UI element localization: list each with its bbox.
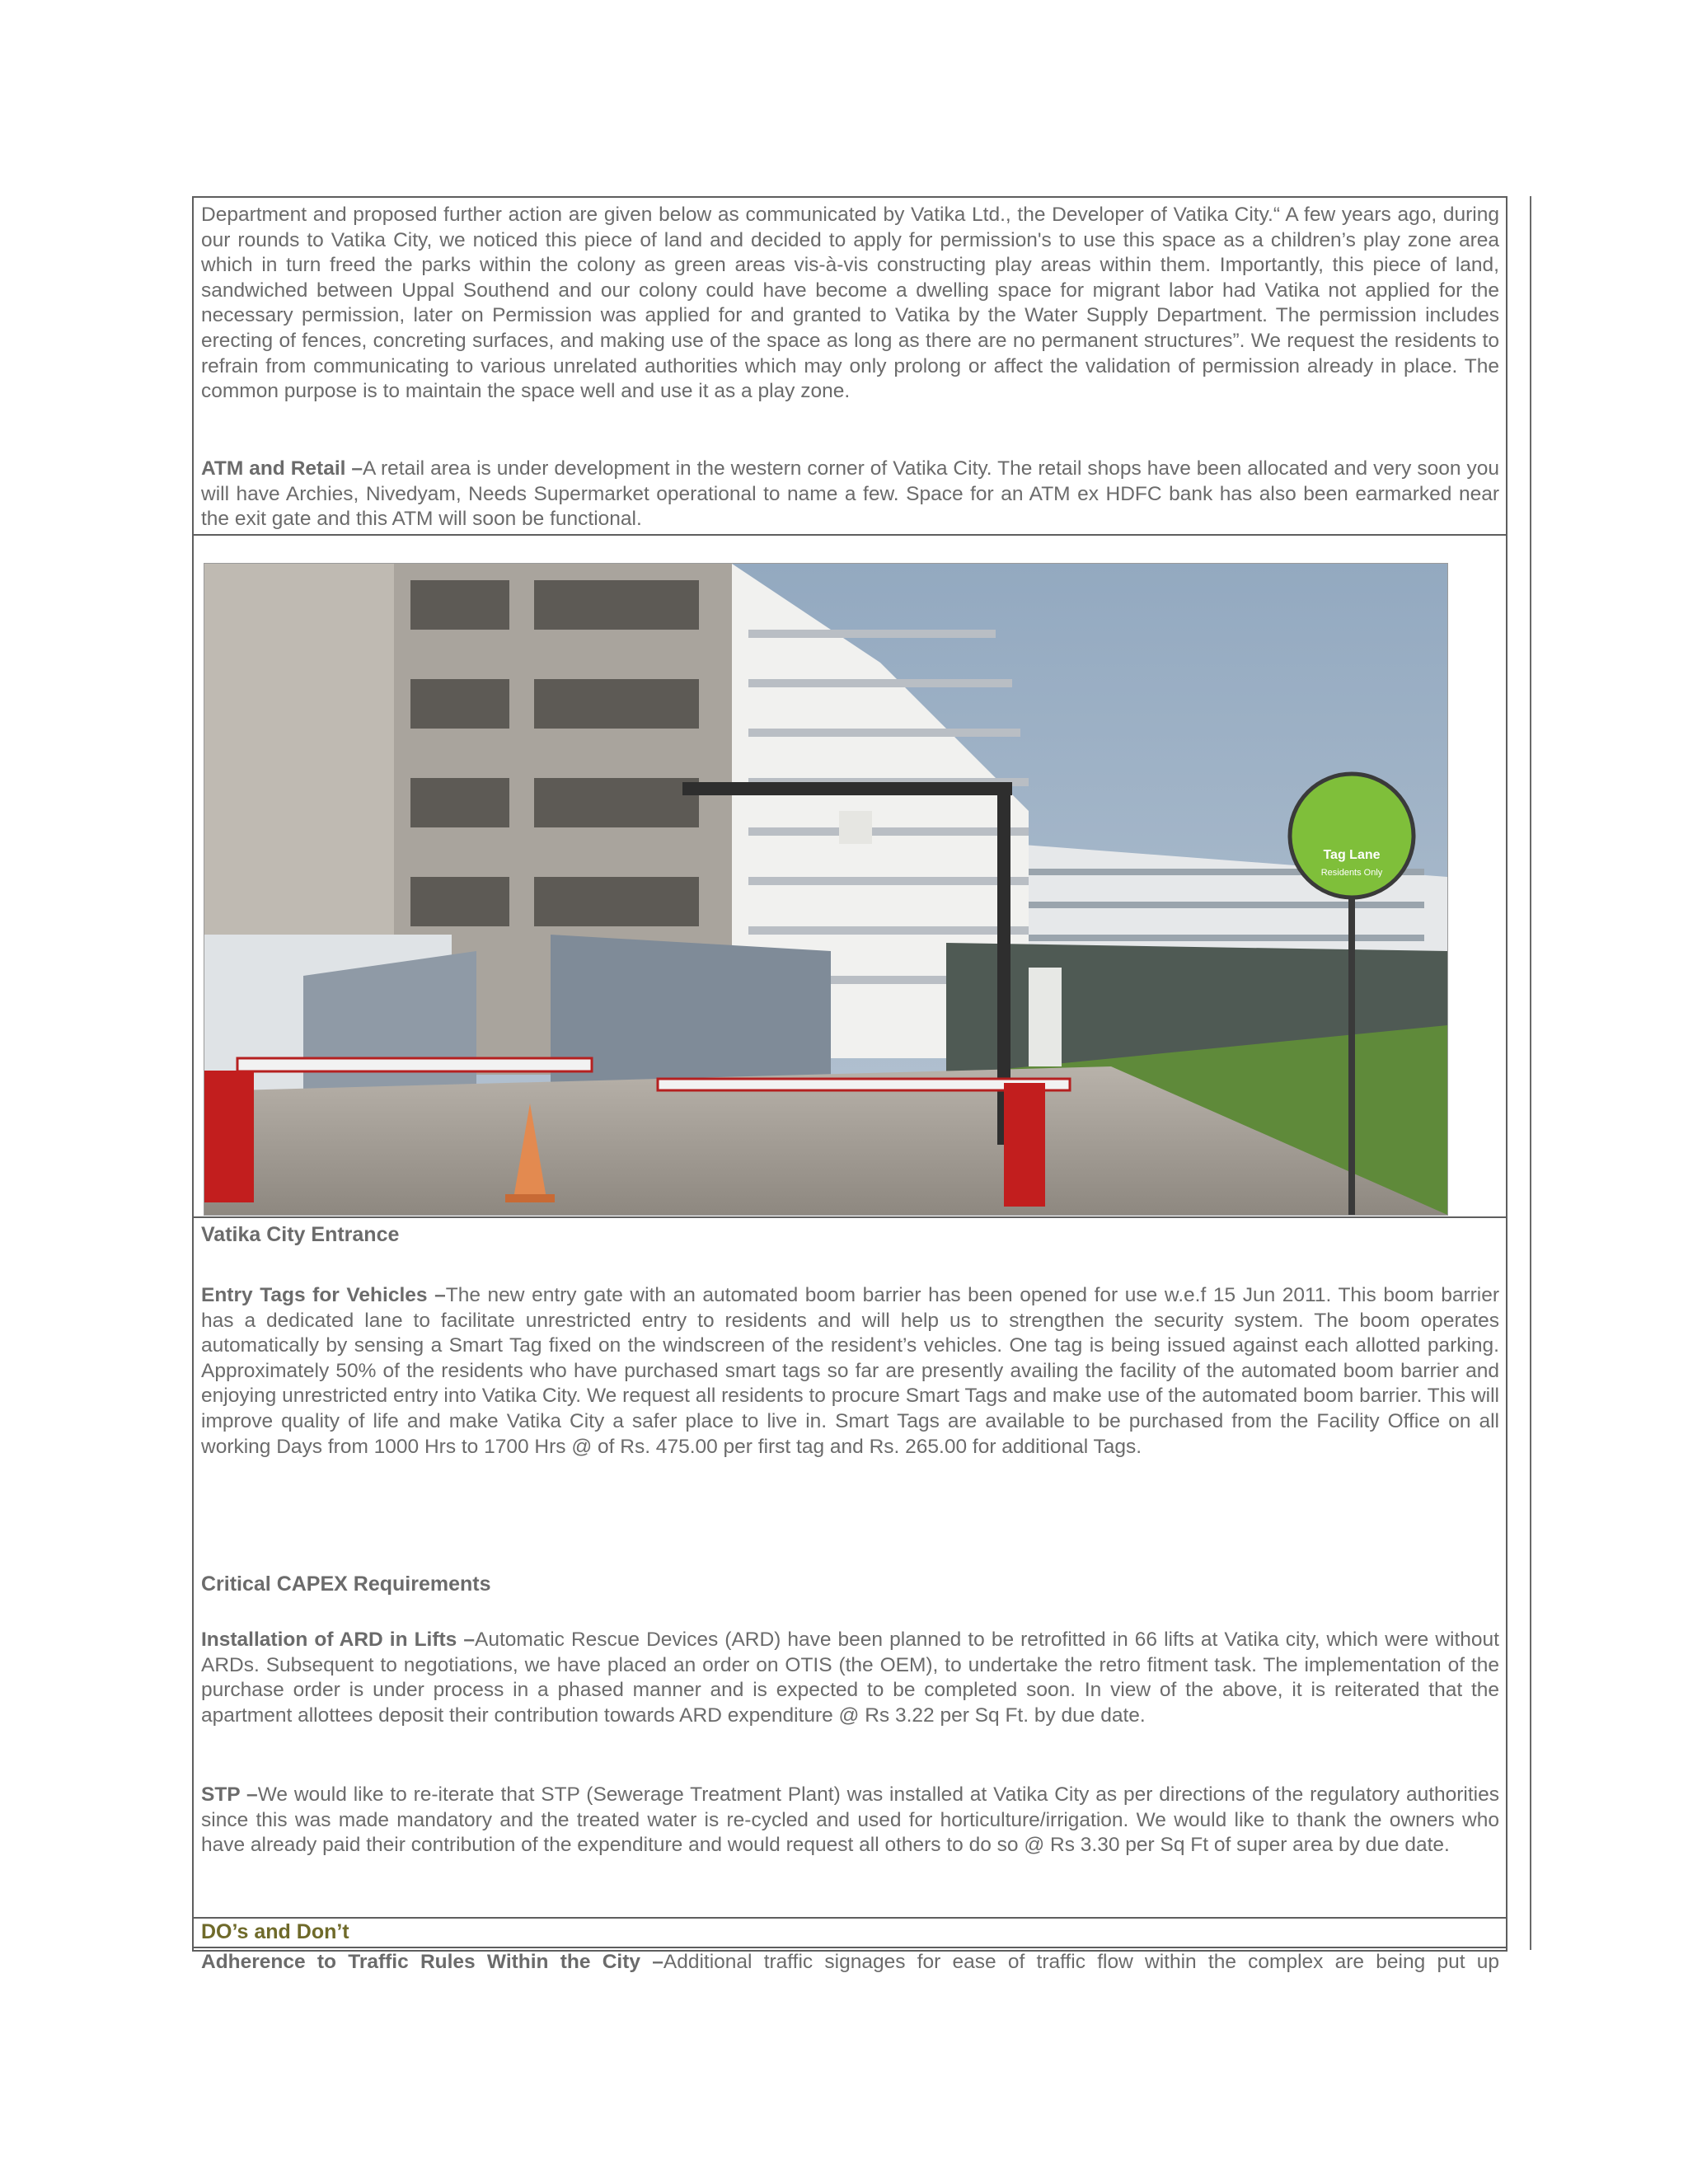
stp-text: We would like to re-iterate that STP (Sewerage Treatment Plant) was installed at Vatika City as per directions of the regulatory authorities since this was made mandatory and the treated water is re-cycled and used for horticulture/irrigation. We would like to thank the owners who have already paid their contribution of the expenditure and would request all others to do so @ Rs 3.30 per Sq Ft of super area by due date. xyxy=(201,1783,1499,1857)
intro-section xyxy=(194,203,1506,405)
stp-paragraph xyxy=(194,1783,1506,1858)
traffic-section xyxy=(194,1950,1506,1975)
capex-heading: Critical CAPEX Requirements xyxy=(201,1572,491,1596)
traffic-paragraph xyxy=(194,1950,1506,1975)
stp-title: STP – xyxy=(201,1783,258,1806)
dos-heading: DO’s and Don’t xyxy=(201,1920,349,1943)
atm-retail-text: A retail area is under development in the western corner of Vatika City. The retail shops have been allocated and very soon you will have Archies, Nivedyam, Needs Supermarket operational to name a few. Space for an ATM ex HDFC bank has also been earmarked near the exit gate and this ATM will soon be functional. xyxy=(201,457,1499,531)
vatika-entrance-photo xyxy=(204,563,1448,1216)
ard-section xyxy=(194,1628,1506,1728)
newsletter-frame xyxy=(192,196,1507,1973)
traffic-title: Adherence to Traffic Rules Within the City – xyxy=(201,1951,663,1973)
ard-title: Installation of ARD in Lifts – xyxy=(201,1629,475,1651)
atm-retail-paragraph xyxy=(194,457,1506,532)
row-divider xyxy=(194,1917,1506,1919)
dos-section xyxy=(194,1919,1506,1944)
ard-text: Automatic Rescue Devices (ARD) have been planned to be retrofitted in 66 lifts at Vatika city, which were without ARDs. Subsequent to negotiations, we have placed an order on OTIS (the OEM), to undertake the retro fitment task. The implementation of the purchase order is under process in a phased manner and is expected to be completed soon. In view of the above, it is reiterated that the apartment allottees deposit their contribution towards ARD expenditure @ Rs 3.22 per Sq Ft. by due date. xyxy=(201,1629,1499,1727)
traffic-text: Additional traffic signages for ease of traffic flow within the complex are being put up xyxy=(663,1951,1499,1973)
intro-paragraph: Department and proposed further action are given below as communicated by Vatika Ltd., the Developer of Vatika City.“ A few years ago, during our rounds to Vatika City, we noticed this piece of land and decided to apply for permission's to use this space as a children’s play zone area which in turn freed the parks within the colony as green areas vis-à-vis constructing play areas within them. Importantly, this piece of land, sandwiched between Uppal Southend and our colony could have become a dwelling space for migrant labor had Vatika not applied for the necessary permission, later on Permission was applied for and granted to Vatika by the Water Supply Department. The permission includes erecting of fences, concreting surfaces, and making use of the space as long as there are no permanent structures”. We request the residents to refrain from communicating to various unrelated authorities which may only prolong or affect the validation of permission already in place. The common purpose is to maintain the space well and use it as a play zone. xyxy=(201,204,1499,403)
row-divider xyxy=(194,1216,1506,1218)
entry-tags-paragraph xyxy=(194,1283,1506,1460)
sign-line2: Residents Only xyxy=(1320,868,1383,878)
row-divider xyxy=(194,1947,1506,1948)
sign-line1: Tag Lane xyxy=(1323,848,1381,862)
entry-tags-section xyxy=(194,1283,1506,1460)
entry-tags-text: The new entry gate with an automated boom barrier has been opened for use w.e.f 15 Jun 2011. This boom barrier has a dedicated lane to facilitate unrestricted entry to residents and will help us to strengthen the security system. The boom operates automatically by sensing a Smart Tag fixed on the windscreen of the resident’s vehicles. One tag is being issued against each allotted parking. Approximately 50% of the residents who have purchased smart tags so far are presently availing the facility of the automated boom barrier and enjoying unrestricted entry into Vatika City. We request all residents to procure Smart Tags and make use of the automated boom barrier. This will improve quality of life and make Vatika City a safer place to live in. Smart Tags are available to be purchased from the Facility Office on all working Days from 1000 Hrs to 1700 Hrs @ of Rs. 475.00 per first tag and Rs. 265.00 for additional Tags. xyxy=(201,1284,1500,1458)
capex-heading-section xyxy=(194,1572,1506,1596)
photo-caption: Vatika City Entrance xyxy=(201,1223,400,1246)
entrance-illustration xyxy=(204,564,1447,1215)
atm-retail-title: ATM and Retail – xyxy=(201,457,363,480)
ard-paragraph xyxy=(194,1628,1506,1728)
stp-section xyxy=(194,1783,1506,1858)
row-divider xyxy=(194,534,1506,536)
entry-tags-title: Entry Tags for Vehicles – xyxy=(201,1284,446,1306)
photo-caption-section xyxy=(194,1222,1506,1247)
page-side-rule xyxy=(1530,196,1531,1950)
atm-retail-section xyxy=(194,457,1506,532)
